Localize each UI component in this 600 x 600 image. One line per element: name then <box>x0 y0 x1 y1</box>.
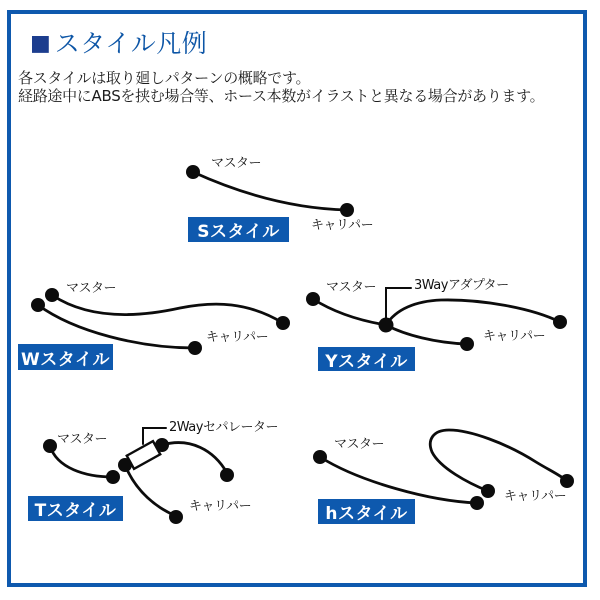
h-master-label: マスター <box>334 437 385 452</box>
h-hose-master <box>320 457 477 503</box>
h-loop-start-dot <box>481 484 495 498</box>
w-master-dot-upper <box>45 288 59 302</box>
w-caliper-label: キャリパー <box>206 330 269 345</box>
s-master-label: マスター <box>211 156 262 171</box>
h-caliper-label: キャリパー <box>504 489 567 504</box>
title-square-icon: ■ <box>30 30 51 56</box>
t-separator-label: 2Wayセパレーター <box>169 420 278 435</box>
w-master-dot-lower <box>31 298 45 312</box>
y-master-dot <box>306 292 320 306</box>
t-master-label: マスター <box>57 432 108 447</box>
y-hose-master <box>313 299 386 325</box>
s-caliper-dot <box>340 203 354 217</box>
s-hose <box>193 172 347 210</box>
h-style-name-box: hスタイル <box>318 499 415 524</box>
h-caliper-dot-right <box>560 474 574 488</box>
w-caliper-dot-right <box>276 316 290 330</box>
description-line-2: 経路途中にABSを挟む場合等、ホース本数がイラストと異なる場合があります。 <box>18 87 545 105</box>
t-separator-right-dot <box>155 438 169 452</box>
s-master-dot <box>186 165 200 179</box>
w-hose-lower <box>38 305 195 348</box>
s-caliper-label: キャリパー <box>311 218 374 233</box>
t-hose-right <box>162 443 227 473</box>
t-caliper-label: キャリパー <box>189 499 252 514</box>
t-hose-master <box>50 446 113 477</box>
t-master-dot <box>43 439 57 453</box>
y-master-label: マスター <box>326 280 377 295</box>
t-separator-left-dot <box>118 458 132 472</box>
t-hose-lower <box>125 465 176 516</box>
t-master-end-dot <box>106 470 120 484</box>
description-line-1: 各スタイルは取り廻しパターンの概略です。 <box>18 69 311 87</box>
page-title-text: スタイル凡例 <box>54 29 208 58</box>
y-caliper-label: キャリパー <box>483 329 546 344</box>
h-hose-loop <box>430 430 567 491</box>
y-adapter-label: 3Wayアダプター <box>414 278 509 293</box>
w-hose-upper <box>52 295 283 323</box>
h-caliper-dot-lower <box>470 496 484 510</box>
t-style-name-box: Tスタイル <box>28 496 123 521</box>
y-junction-dot <box>379 318 394 333</box>
t-caliper-dot-right <box>220 468 234 482</box>
w-master-label: マスター <box>66 281 117 296</box>
t-caliper-dot-lower <box>169 510 183 524</box>
y-style-name-box: Yスタイル <box>318 347 415 371</box>
h-master-dot <box>313 450 327 464</box>
s-style-diagram <box>186 165 354 217</box>
y-caliper-dot-lower <box>460 337 474 351</box>
y-caliper-dot-right <box>553 315 567 329</box>
y-hose-lower <box>386 325 467 344</box>
w-style-name-box: Wスタイル <box>18 344 113 370</box>
w-caliper-dot-lower <box>188 341 202 355</box>
y-hose-upper <box>386 300 560 325</box>
s-style-name-box: Sスタイル <box>188 217 289 242</box>
